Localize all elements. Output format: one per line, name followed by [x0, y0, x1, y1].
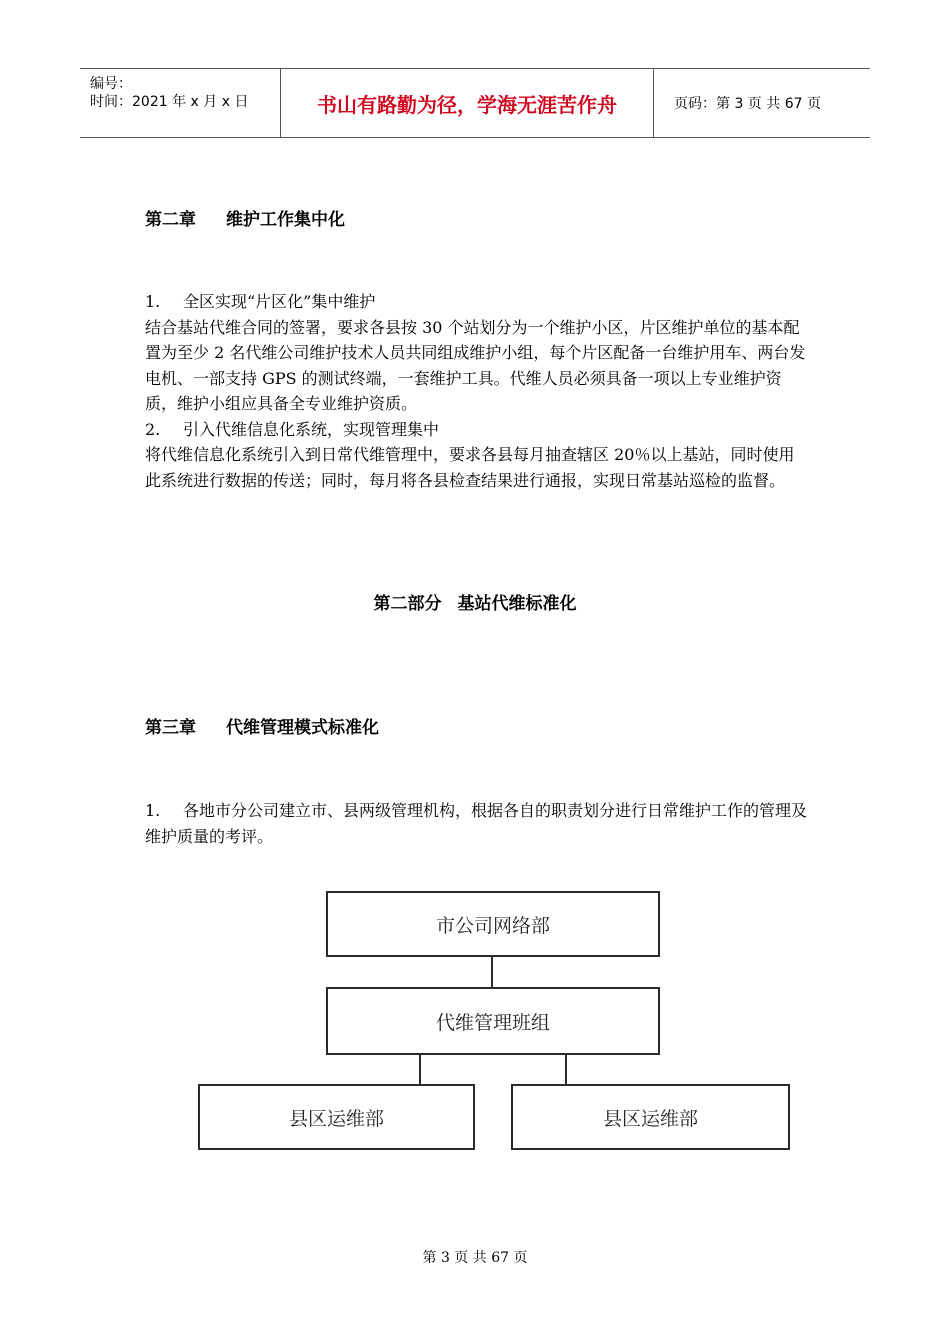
item-title: 引入代维信息化系统，实现管理集中	[183, 419, 440, 439]
chapter3-heading	[145, 713, 379, 738]
list-item-heading	[145, 417, 810, 443]
chapter3-title: 代维管理模式标准化	[226, 718, 379, 738]
chapter3-body	[145, 798, 810, 849]
part2-number: 第二部分	[373, 594, 442, 614]
chapter2-heading	[145, 205, 345, 230]
org-box-middle: 代维管理班组	[326, 987, 660, 1055]
org-connector-left	[419, 1053, 421, 1084]
item-text: 各地市分公司建立市、县两级管理机构，根据各自的职责划分进行日常维护工作的管理及维护质量的考评。	[145, 801, 808, 846]
org-connector-right	[565, 1053, 567, 1084]
list-item	[145, 798, 810, 849]
item-body: 将代维信息化系统引入到日常代维管理中，要求各县每月抽查辖区 20％以上基站，同时使用此系统进行数据的传送；同时，每月将各县检查结果进行通报，实现日常基站巡检的监督。	[145, 445, 795, 490]
list-item-heading	[145, 289, 810, 315]
page-footer: 第 3 页 共 67 页	[422, 1250, 528, 1266]
chapter2-body	[145, 289, 810, 493]
date-line: 时间：2021 年 x 月 x 日	[90, 94, 249, 110]
part2-heading	[0, 589, 950, 614]
header-motto: 书山有路勤为径，学海无涯苦作舟	[281, 69, 654, 137]
org-connector-top	[491, 955, 493, 987]
item-body: 结合基站代维合同的签署，要求各县按 30 个站划分为一个维护小区，片区维护单位的基本配置为至少 2 名代维公司维护技术人员共同组成维护小组，每个片区配备一台维护用车、两台发电机、一部支持 GPS 的测试终端，一套维护工具。代维人员必须具备一项以上专业维护资质，维护小组应具备全专业维护资质。	[145, 317, 806, 413]
part2-title: 基站代维标准化	[457, 594, 577, 614]
org-box-left: 县区运维部	[198, 1084, 475, 1150]
chapter3-number: 第三章	[145, 718, 196, 738]
chapter2-title: 维护工作集中化	[226, 210, 345, 230]
org-box-right: 县区运维部	[511, 1084, 790, 1150]
header-meta-cell	[80, 69, 281, 137]
page-header	[80, 68, 870, 138]
item-number: 1.	[145, 292, 161, 311]
item-number: 2.	[145, 419, 161, 439]
header-page-info	[664, 69, 870, 137]
item-title: 全区实现“片区化”集中维护	[183, 292, 376, 311]
chapter2-number: 第二章	[145, 210, 196, 230]
org-box-top: 市公司网络部	[326, 891, 660, 957]
serial-label: 编号：	[90, 76, 132, 92]
page-info-text: 页码：第 3 页 共 67 页	[674, 96, 821, 112]
item-number: 1.	[145, 801, 161, 820]
